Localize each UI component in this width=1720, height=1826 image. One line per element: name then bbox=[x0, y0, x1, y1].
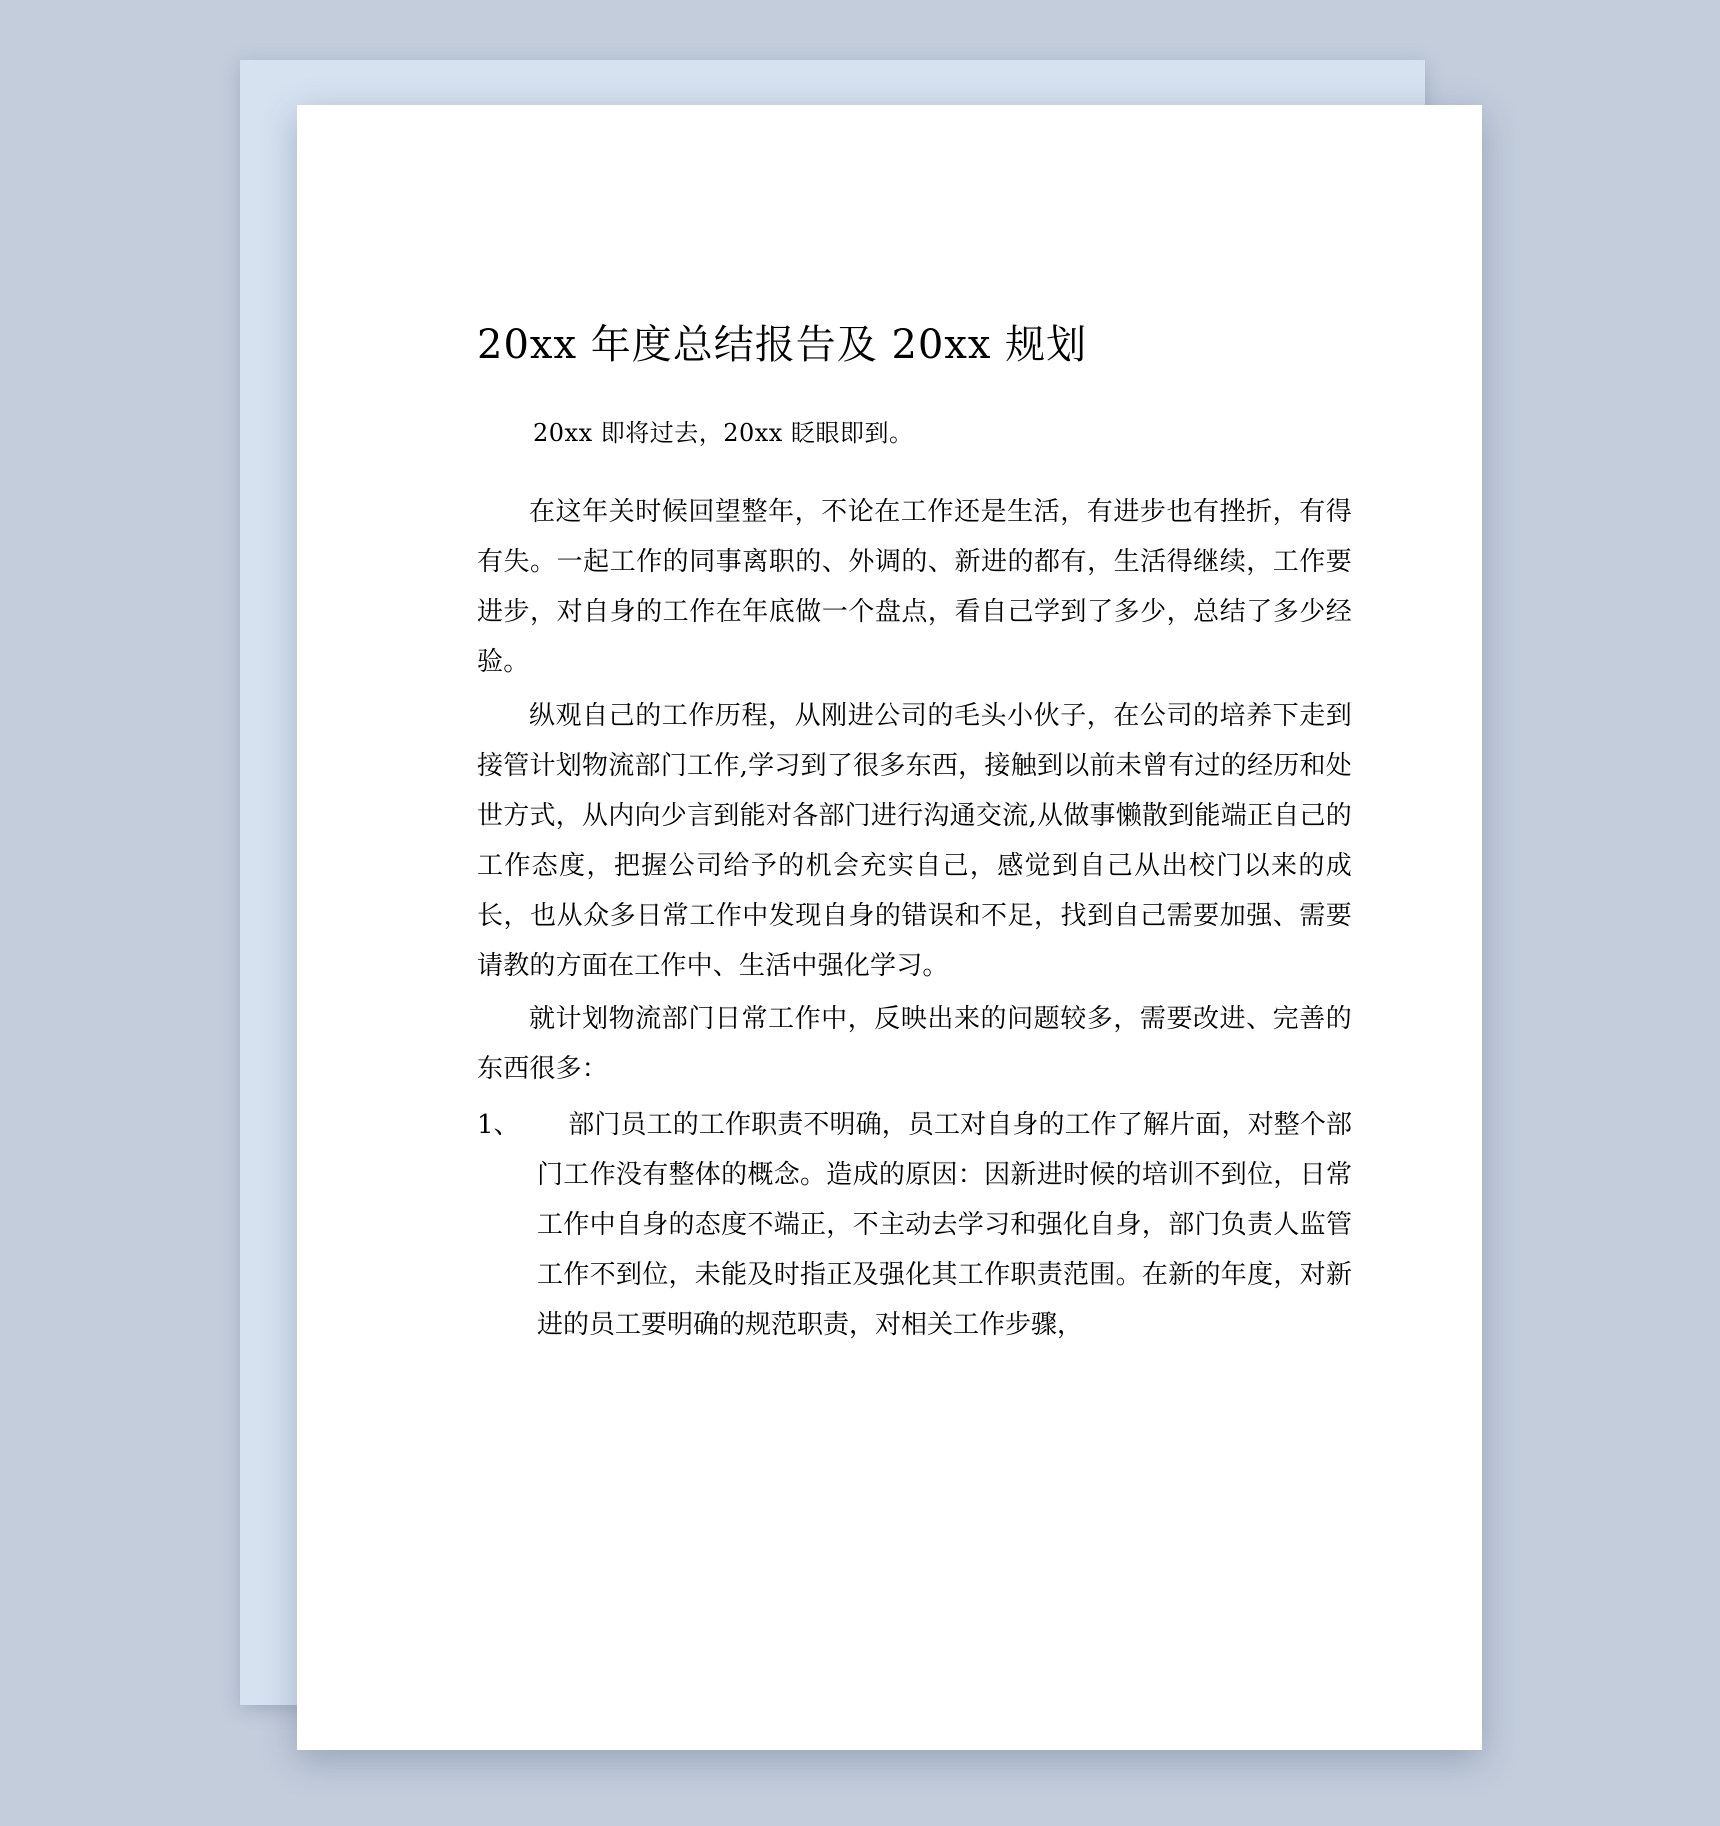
lead-paragraph: 20xx 即将过去，20xx 眨眼即到。 bbox=[533, 419, 914, 447]
body-paragraph-1: 在这年关时候回望整年，不论在工作还是生活，有进步也有挫折，有得有失。一起工作的同事离职的、外调的、新进的都有，生活得继续，工作要进步，对自身的工作在年底做一个盘点，看自己学到了多少，总结了多少经验。 bbox=[477, 497, 1352, 678]
document-page bbox=[297, 105, 1482, 1750]
list-item bbox=[477, 1101, 1352, 1351]
body-paragraph-2: 纵观自己的工作历程，从刚进公司的毛头小伙子，在公司的培养下走到接管计划物流部门工作,学习到了很多东西，接触到以前未曾有过的经历和处世方式，从内向少言到能对各部门进行沟通交流,从做事懒散到能端正自己的工作态度，把握公司给予的机会充实自己，感觉到自己从出校门以来的成长，也从众多日常工作中发现自身的错误和不足，找到自己需要加强、需要请教的方面在工作中、生活中强化学习。 bbox=[477, 701, 1352, 981]
body-paragraph-3: 就计划物流部门日常工作中，反映出来的问题较多，需要改进、完善的东西很多： bbox=[477, 1004, 1352, 1085]
list-item-text: 部门员工的工作职责不明确，员工对自身的工作了解片面，对整个部门工作没有整体的概念。造成的原因：因新进时候的培训不到位，日常工作中自身的态度不端正，不主动去学习和强化自身，部门负责人监管工作不到位，未能及时指正及强化其工作职责范围。在新的年度，对新进的员工要明确的规范职责，对相关工作步骤， bbox=[537, 1110, 1352, 1340]
numbered-list bbox=[477, 1101, 1352, 1351]
page-content bbox=[297, 105, 1482, 1750]
page-title: 20xx 年度总结报告及 20xx 规划 bbox=[477, 322, 1088, 368]
list-item-marker: 1、 bbox=[477, 1110, 520, 1141]
